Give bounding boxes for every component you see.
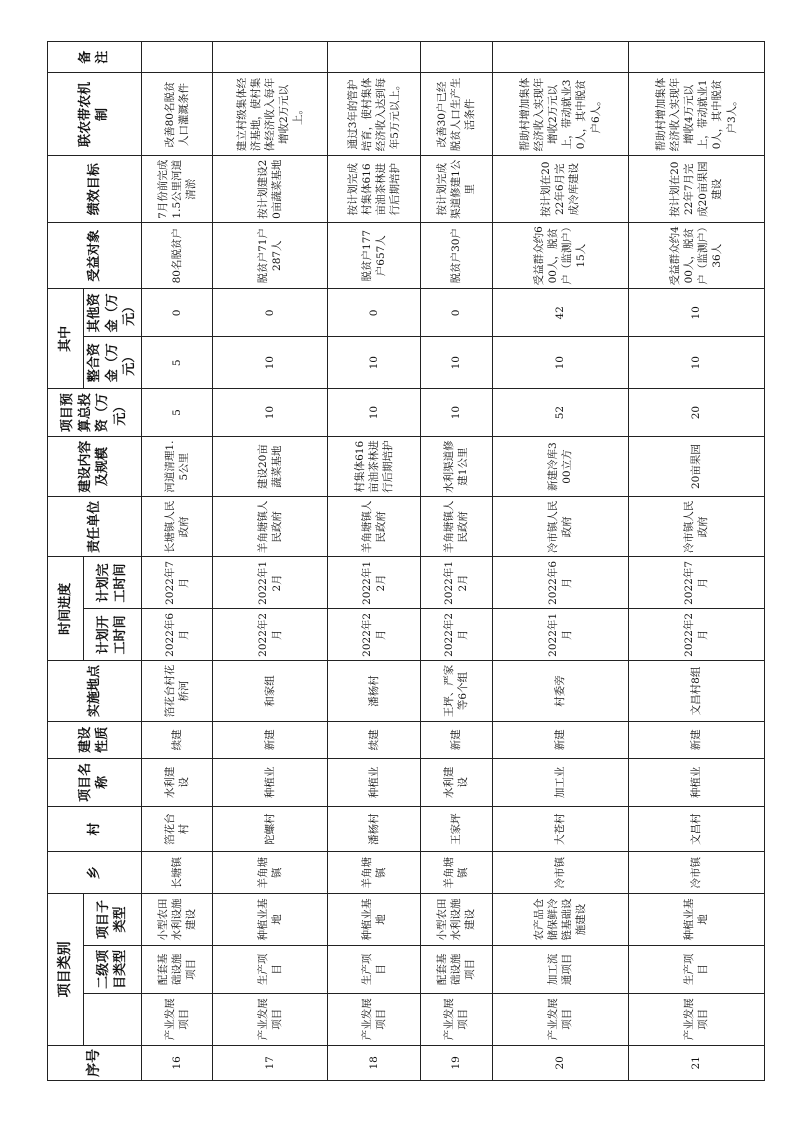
cell-subtype: 种植业基地 — [327, 894, 420, 946]
cell-remark — [212, 42, 327, 73]
cell-target: 7月份前完成1.5公里河道清淤 — [141, 156, 213, 222]
cell-beneficiary: 80名脱贫户 — [141, 222, 213, 288]
header-time: 时间进度 — [47, 557, 83, 661]
header-category: 项目类别 — [47, 894, 83, 1046]
cell-nature: 新建 — [420, 721, 492, 758]
header-name: 项目名称 — [47, 759, 141, 807]
cell-name: 种植业 — [212, 759, 327, 807]
cell-nature: 新建 — [492, 721, 628, 758]
cell-content: 20亩果园 — [628, 436, 764, 496]
cell-unit: 长塘镇人民政府 — [141, 497, 213, 557]
table-row — [628, 42, 764, 1081]
cell-category: 产业发展项目 — [628, 993, 764, 1045]
cell-village: 箔花台村 — [141, 806, 213, 852]
cell-location: 村委旁 — [492, 661, 628, 721]
cell-other: 0 — [420, 289, 492, 337]
cell-unit: 羊角塘镇人民政府 — [212, 497, 327, 557]
cell-village: 陀螺村 — [212, 806, 327, 852]
cell-other: 42 — [492, 289, 628, 337]
cell-location: 和家组 — [212, 661, 327, 721]
table-row — [327, 42, 420, 1081]
cell-level2: 生产项目 — [628, 945, 764, 993]
cell-budget: 5 — [141, 389, 213, 437]
cell-budget: 52 — [492, 389, 628, 437]
cell-level2: 配套基础设施项目 — [420, 945, 492, 993]
cell-budget: 20 — [628, 389, 764, 437]
cell-start: 2022年2月 — [628, 609, 764, 661]
cell-category: 产业发展项目 — [141, 993, 213, 1045]
cell-budget: 10 — [212, 389, 327, 437]
cell-other: 0 — [327, 289, 420, 337]
cell-target: 按计划在2022年7月完成20亩果园建设 — [628, 156, 764, 222]
cell-start: 2022年2月 — [212, 609, 327, 661]
cell-subtype: 种植业基地 — [212, 894, 327, 946]
cell-subtype: 种植业基地 — [628, 894, 764, 946]
cell-remark — [628, 42, 764, 73]
cell-location: 王坪、严家等6个组 — [420, 661, 492, 721]
cell-integrated: 5 — [141, 337, 213, 389]
cell-budget: 10 — [327, 389, 420, 437]
cell-village: 潘杨村 — [327, 806, 420, 852]
cell-end: 2022年12月 — [327, 557, 420, 609]
cell-nature: 续建 — [141, 721, 213, 758]
table-row — [141, 42, 213, 1081]
header-content: 建设内容及规模 — [47, 436, 141, 496]
cell-start: 2022年6月 — [141, 609, 213, 661]
cell-category: 产业发展项目 — [420, 993, 492, 1045]
cell-seq: 20 — [492, 1045, 628, 1080]
cell-subtype: 农产品仓储保鲜冷链基础设施建设 — [492, 894, 628, 946]
cell-mechanism: 帮助村增加集体经济收入实现年增收4万元以上，带动就业10人，其中脱贫户3人。 — [628, 73, 764, 156]
cell-content: 水利渠道修建1公里 — [420, 436, 492, 496]
cell-remark — [420, 42, 492, 73]
cell-nature: 新建 — [212, 721, 327, 758]
cell-name: 水利建设 — [420, 759, 492, 807]
cell-category: 产业发展项目 — [212, 993, 327, 1045]
cell-township: 冷市镇 — [492, 852, 628, 894]
cell-mechanism: 改善30户已经脱贫人口生产生活条件 — [420, 73, 492, 156]
cell-nature: 新建 — [628, 721, 764, 758]
header-integrated: 整合资金（万元） — [83, 337, 141, 389]
header-blank — [83, 993, 141, 1045]
cell-remark — [327, 42, 420, 73]
cell-beneficiary: 脱贫户30户 — [420, 222, 492, 288]
cell-remark — [141, 42, 213, 73]
cell-name: 种植业 — [327, 759, 420, 807]
cell-end: 2022年7月 — [628, 557, 764, 609]
cell-beneficiary: 脱贫户71户287人 — [212, 222, 327, 288]
cell-mechanism: 通过3年的管护培育，使村集体经济收入达到每年5万元以上。 — [327, 73, 420, 156]
cell-unit: 冷市镇人民政府 — [492, 497, 628, 557]
cell-level2: 生产项目 — [212, 945, 327, 993]
cell-subtype: 小型农田水利设施建设 — [141, 894, 213, 946]
header-target: 绩效目标 — [47, 156, 141, 222]
header-township: 乡 — [47, 852, 141, 894]
table-row — [420, 42, 492, 1081]
cell-township: 羊角塘镇 — [420, 852, 492, 894]
cell-level2: 生产项目 — [327, 945, 420, 993]
cell-integrated: 10 — [327, 337, 420, 389]
cell-end: 2022年12月 — [420, 557, 492, 609]
header-budget: 项目预算总投资（万元） — [47, 389, 141, 437]
cell-level2: 配套基础设施项目 — [141, 945, 213, 993]
table-row — [212, 42, 327, 1081]
cell-seq: 18 — [327, 1045, 420, 1080]
cell-mechanism: 改善80名脱贫人口灌溉条件 — [141, 73, 213, 156]
cell-budget: 10 — [420, 389, 492, 437]
cell-mechanism: 建立村级集体经济基地，使村集体经济收入每年增收2万元以上。 — [212, 73, 327, 156]
cell-start: 2022年1月 — [492, 609, 628, 661]
cell-level2: 加工流通项目 — [492, 945, 628, 993]
cell-unit: 冷市镇人民政府 — [628, 497, 764, 557]
cell-subtype: 小型农田水利设施建设 — [420, 894, 492, 946]
header-location: 实施地点 — [47, 661, 141, 721]
header-level2: 二级项目类型 — [83, 945, 141, 993]
cell-village: 王家坪 — [420, 806, 492, 852]
cell-township: 长塘镇 — [141, 852, 213, 894]
cell-integrated: 10 — [628, 337, 764, 389]
cell-seq: 19 — [420, 1045, 492, 1080]
cell-name: 加工业 — [492, 759, 628, 807]
cell-seq: 17 — [212, 1045, 327, 1080]
header-other: 其他资金（万元） — [83, 289, 141, 337]
cell-end: 2022年7月 — [141, 557, 213, 609]
cell-beneficiary: 受益群众约400人，脱贫户（监测户）36人 — [628, 222, 764, 288]
cell-integrated: 10 — [420, 337, 492, 389]
cell-location: 潘杨村 — [327, 661, 420, 721]
cell-beneficiary: 受益群众约600人，脱贫户（监测户）15人 — [492, 222, 628, 288]
rotated-page — [47, 41, 747, 1081]
cell-end: 2022年12月 — [212, 557, 327, 609]
header-end: 计划完工时间 — [83, 557, 141, 609]
table-row — [492, 42, 628, 1081]
cell-mechanism: 帮助村增加集体经济收入实现年增收2万元以上，带动就业30人，其中脱贫户6人。 — [492, 73, 628, 156]
cell-content: 河道清理1.5公里 — [141, 436, 213, 496]
header-subtype: 项目子类型 — [83, 894, 141, 946]
cell-unit: 羊角塘镇人民政府 — [420, 497, 492, 557]
cell-village: 大苍村 — [492, 806, 628, 852]
header-start: 计划开工时间 — [83, 609, 141, 661]
cell-target: 按计划建设20亩蔬菜基地 — [212, 156, 327, 222]
cell-location: 箔花台村花桥河 — [141, 661, 213, 721]
header-village: 村 — [47, 806, 141, 852]
header-nature: 建设性质 — [47, 721, 141, 758]
cell-category: 产业发展项目 — [492, 993, 628, 1045]
cell-name: 水利建设 — [141, 759, 213, 807]
cell-other: 0 — [212, 289, 327, 337]
header-mechanism: 联农带农机制 — [47, 73, 141, 156]
cell-integrated: 10 — [212, 337, 327, 389]
cell-seq: 21 — [628, 1045, 764, 1080]
cell-other: 0 — [141, 289, 213, 337]
header-seq: 序号 — [47, 1045, 141, 1080]
cell-start: 2022年2月 — [420, 609, 492, 661]
cell-content: 建设20亩蔬菜基地 — [212, 436, 327, 496]
cell-location: 文昌村8组 — [628, 661, 764, 721]
cell-remark — [492, 42, 628, 73]
cell-content: 村集体616亩油茶林进行后期培护 — [327, 436, 420, 496]
header-beneficiary: 受益对象 — [47, 222, 141, 288]
header-remark: 备注 — [47, 42, 141, 73]
cell-unit: 羊角塘镇人民政府 — [327, 497, 420, 557]
header-among: 其中 — [47, 289, 83, 389]
cell-integrated: 10 — [492, 337, 628, 389]
cell-township: 羊角塘镇 — [327, 852, 420, 894]
cell-start: 2022年2月 — [327, 609, 420, 661]
cell-seq: 16 — [141, 1045, 213, 1080]
cell-village: 文昌村 — [628, 806, 764, 852]
header-unit: 责任单位 — [47, 497, 141, 557]
cell-other: 10 — [628, 289, 764, 337]
cell-township: 羊角塘镇 — [212, 852, 327, 894]
cell-township: 冷市镇 — [628, 852, 764, 894]
cell-beneficiary: 脱贫户177户657人 — [327, 222, 420, 288]
cell-target: 按计划在2022年6月完成冷库建设 — [492, 156, 628, 222]
cell-name: 种植业 — [628, 759, 764, 807]
cell-end: 2022年6月 — [492, 557, 628, 609]
cell-category: 产业发展项目 — [327, 993, 420, 1045]
cell-target: 按计划完成渠道修建1公里 — [420, 156, 492, 222]
cell-nature: 续建 — [327, 721, 420, 758]
project-table — [47, 41, 765, 1081]
cell-target: 按计划完成村集体616亩油茶林进行后期培护 — [327, 156, 420, 222]
cell-content: 新建冷库300立方 — [492, 436, 628, 496]
